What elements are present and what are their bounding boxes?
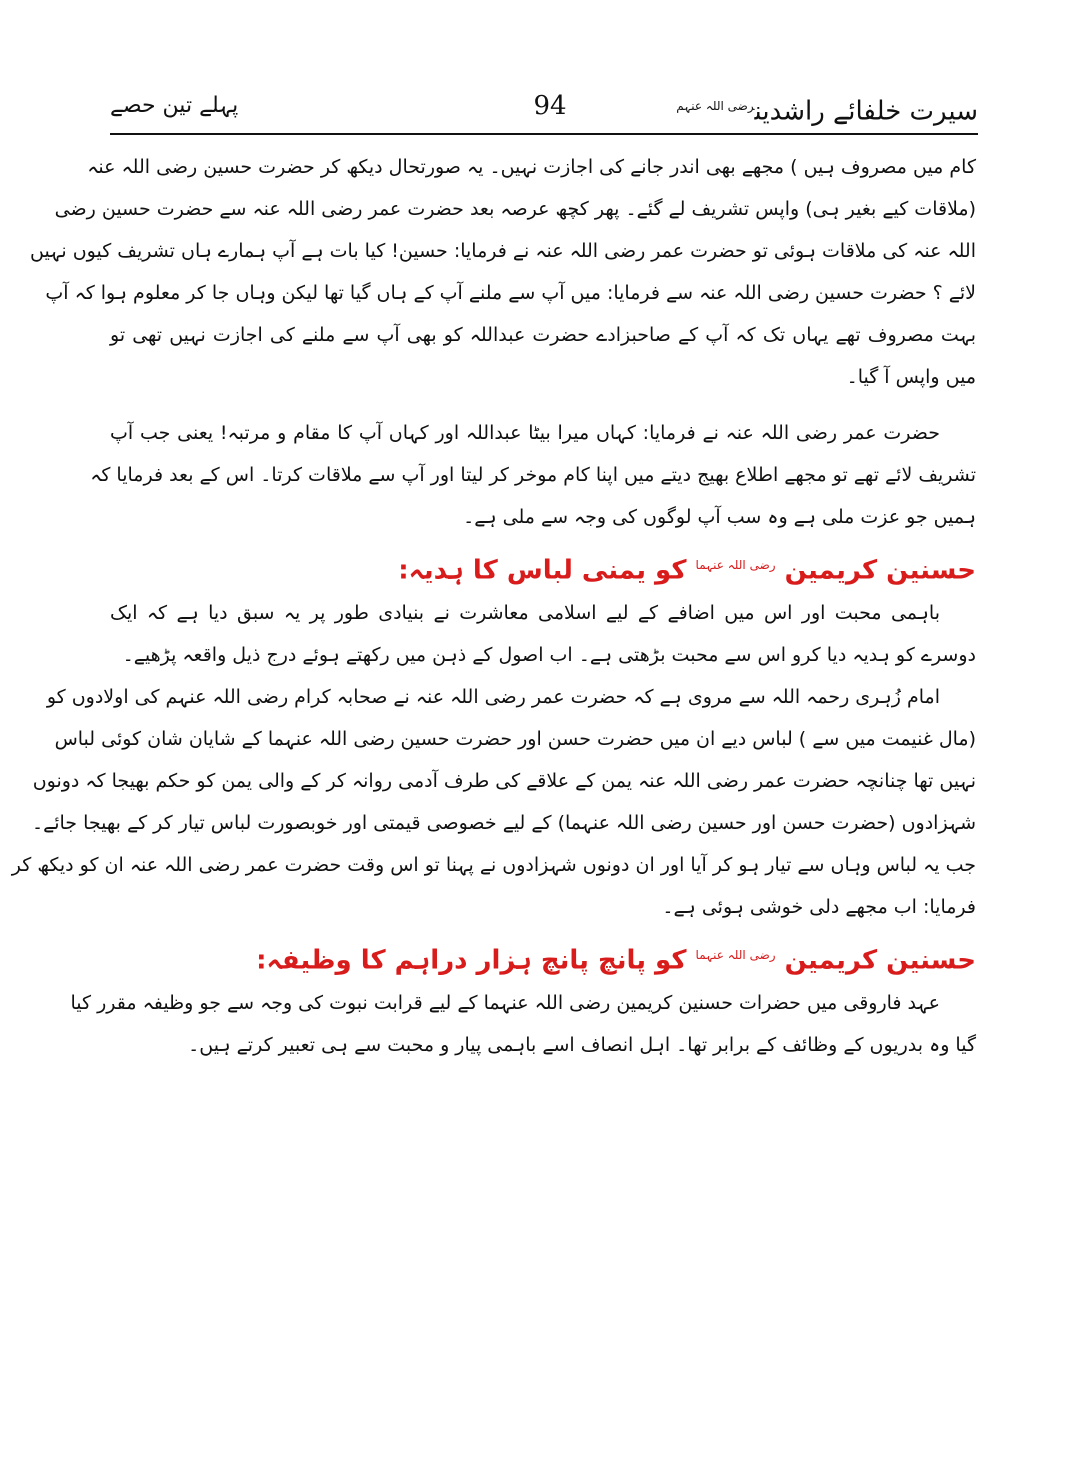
text-line: اللہ عنہ کی ملاقات ہوئی تو حضرت عمر رضی اللہ عنہ نے فرمایا: حسین! کیا بات ہے آپ ہمارے ہاں تشریف کیوں نہیں (30, 240, 976, 262)
text-line: (ملاقات کیے بغیر ہی) واپس تشریف لے گئے۔ پھر کچھ عرصہ بعد حضرت عمر رضی اللہ عنہ سے حضرت حسین رضی (54, 198, 976, 220)
paragraph (90, 412, 976, 538)
text-line: میں واپس آ گیا۔ (846, 366, 976, 388)
text-line: کام میں مصروف ہیں ) مجھے بھی اندر جانے کی اجازت نہیں۔ یہ صورتحال دیکھ کر حضرت حسین رضی اللہ عنہ (87, 156, 976, 178)
heading-text: حسنین کریمین (784, 555, 976, 586)
heading-honorific: رضی اللہ عنہما (695, 558, 776, 572)
book-title (676, 88, 978, 130)
text-line: امام زُہری رحمہ اللہ سے مروی ہے کہ حضرت عمر رضی اللہ عنہ نے صحابہ کرام رضی اللہ عنہم کی اولادوں کو (46, 686, 940, 708)
paragraph (30, 146, 976, 398)
text-line: حضرت عمر رضی اللہ عنہ نے فرمایا: کہاں میرا بیٹا عبداللہ اور کہاں آپ کا مقام و مرتبہ! یعنی جب آپ (110, 422, 941, 444)
text-line: جب یہ لباس وہاں سے تیار ہو کر آیا اور ان دونوں شہزادوں نے پہنا تو اس وقت حضرت عمر رضی اللہ عنہ ان کو دیکھ کر (11, 854, 976, 876)
section-heading-stipend (110, 928, 976, 982)
heading-honorific: رضی اللہ عنہما (695, 948, 776, 962)
text-line: ہمیں جو عزت ملی ہے وہ سب آپ لوگوں کی وجہ سے ملی ہے۔ (463, 506, 976, 528)
title-honorific: رضی اللہ عنہم (676, 99, 755, 113)
part-label: پہلے تین حصے (110, 93, 239, 118)
paragraph (70, 982, 976, 1066)
text-line: عہد فاروقی میں حضرات حسنین کریمین رضی اللہ عنہما کے لیے قرابت نبوت کی وجہ سے جو وظیفہ مقرر کیا (70, 992, 940, 1014)
paragraph (11, 676, 976, 928)
header-rule (110, 133, 978, 135)
text-line: گیا وہ بدریوں کے وظائف کے برابر تھا۔ اہل انصاف اسے باہمی پیار و محبت سے ہی تعبیر کرتے ہیں۔ (188, 1034, 976, 1056)
running-header (110, 88, 978, 128)
text-line: فرمایا: اب مجھے دلی خوشی ہوئی ہے۔ (662, 896, 976, 918)
text-line: لائے ؟ حضرت حسین رضی اللہ عنہ سے فرمایا: میں آپ سے ملنے آپ کے ہاں گیا تھا لیکن وہاں جا کر معلوم ہوا کہ آپ (45, 282, 976, 304)
page-content (11, 146, 976, 1066)
section-heading-yemeni-garments (110, 538, 976, 592)
heading-text: حسنین کریمین (784, 945, 976, 976)
heading-text: کو یمنی لباس کا ہدیہ: (398, 555, 687, 586)
text-line: دوسرے کو ہدیہ دیا کرو اس سے محبت بڑھتی ہے۔ اب اصول کے ذہن میں رکھتے ہوئے درج ذیل واقعہ پڑھیے۔ (122, 644, 976, 666)
paragraph (110, 592, 976, 676)
text-line: (مال غنیمت میں سے ) لباس دیے ان میں حضرت حسن اور حضرت حسین رضی اللہ عنہما کے شایان شان کوئی لباس (54, 728, 976, 750)
text-line: بہت مصروف تھے یہاں تک کہ آپ کے صاحبزادے حضرت عبداللہ کو بھی آپ سے ملنے کی اجازت نہیں تھی تو (110, 324, 976, 346)
text-line: تشریف لائے تھے تو مجھے اطلاع بھیج دیتے میں اپنا کام موخر کر لیتا اور آپ سے ملاقات کرتا۔ اس کے بعد فرمایا کہ (90, 464, 976, 486)
paragraph-gap (110, 398, 976, 412)
book-title-text: سیرت خلفائے راشدین (754, 96, 978, 127)
heading-text: کو پانچ پانچ ہزار دراہم کا وظیفہ: (256, 945, 687, 976)
text-line: نہیں تھا چنانچہ حضرت عمر رضی اللہ عنہ یمن کے علاقے کی طرف آدمی روانہ کر کے والی یمن کو حکم بھیجا کہ دونوں (32, 770, 976, 792)
text-line: شہزادوں (حضرت حسن اور حسین رضی اللہ عنہما) کے لیے خصوصی قیمتی اور خوبصورت لباس تیار کر کے بھیجا جائے۔ (31, 812, 976, 834)
page-number: 94 (533, 91, 567, 121)
text-line: باہمی محبت اور اس میں اضافے کے لیے اسلامی معاشرت نے بنیادی طور پر یہ سبق دیا ہے کہ ایک (110, 602, 940, 624)
